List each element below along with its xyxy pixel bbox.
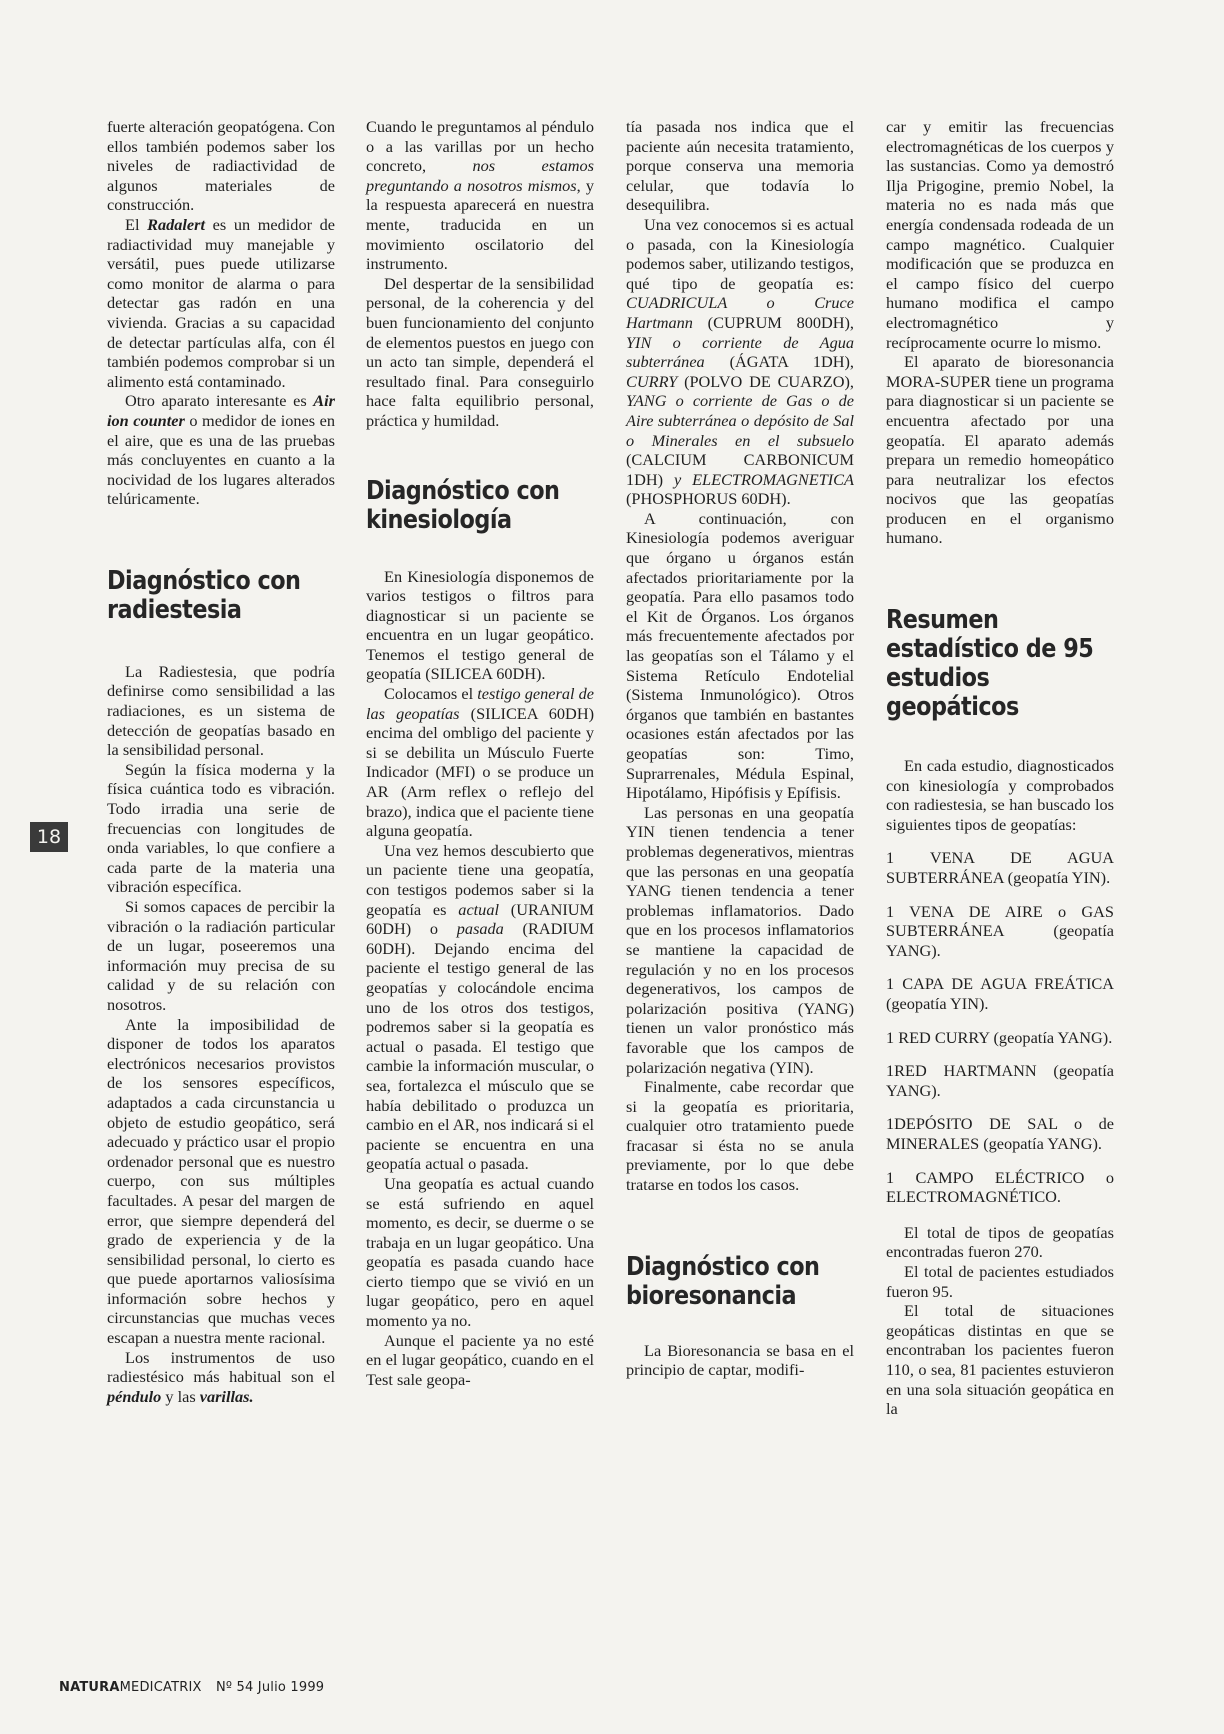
paragraph: Los instrumentos de uso radiestésico más habitual son el péndulo y las varillas. xyxy=(107,1347,335,1406)
list-item: 1 VENA DE AIRE o GAS SUBTERRÁNEA (geopatía YANG). xyxy=(886,901,1114,960)
section-heading-bioresonancia: Diagnóstico con bioresonancia xyxy=(626,1251,820,1311)
footer-issue: Nº 54 Julio 1999 xyxy=(215,1680,325,1695)
column-2 xyxy=(366,117,594,1389)
column-3 xyxy=(626,117,854,1380)
section-heading-kinesiologia: Diagnóstico con kinesiología xyxy=(366,475,560,535)
paragraph: El aparato de bioresonancia MORA-SUPER tiene un programa para diagnosticar si un paciente se encuentra afectado por una geopatía. El aparato además prepara un remedio homeopático para neutralizar los efectos nocivos que las geopatías producen en el organismo humano. xyxy=(886,352,1114,548)
paragraph: Finalmente, cabe recordar que si la geopatía es prioritaria, cualquier otro tratamiento puede fracasar si ésta no se anula previamente, por lo que debe tratarse en todos los casos. xyxy=(626,1077,854,1195)
footer-brand: NATURA xyxy=(59,1680,120,1695)
section-heading-resumen: Resumen estadístico de 95 estudios geopáticos xyxy=(886,605,1094,723)
paragraph: Según la física moderna y la física cuántica todo es vibración. Todo irradia una serie de frecuencias con longitudes de onda variables, lo que confiere a cada parte de la materia una vibración específica. xyxy=(107,759,335,897)
paragraph: El total de situaciones geopáticas distintas en que se encontraban los pacientes fueron 110, o sea, 81 pacientes estuvieron en una sola situación geopática en la xyxy=(886,1301,1114,1419)
paragraph: Ante la imposibilidad de disponer de todos los aparatos electrónicos necesarios provistos de los sensores específicos, adaptados a cada circunstancia u objeto de estudio geopático, será adecuado y práctico usar el propio ordenador personal que es nuestro cuerpo, con sus múltiples facultades. A pesar del margen de error, que siempre dependerá del grado de experiencia y de la sensibilidad personal, lo cierto es que puede aportarnos valiosísima información sobre hechos y circunstancias que muchas veces escapan a nuestra mente racional. xyxy=(107,1014,335,1348)
footer-brand-suffix: MEDICATRIX xyxy=(119,1680,202,1695)
paragraph: La Bioresonancia se basa en el principio de captar, modifi- xyxy=(626,1340,854,1380)
paragraph: Una vez conocemos si es actual o pasada, con la Kinesiología podemos saber, utilizando testigos, qué tipo de geopatía es: CUADRICULA o Cruce Hartmann (CUPRUM 800DH), YIN o corriente de Agua subterránea (ÁGATA 1DH), CURRY (POLVO DE CUARZO), YANG o corriente de Gas o de Aire subterránea o depósito de Sal o Minerales en el subsuelo (CALCIUM CARBONICUM 1DH) y ELECTROMAGNETICA (PHOSPHORUS 60DH). xyxy=(626,214,854,509)
paragraph: La Radiestesia, que podría definirse como sensibilidad a las radiaciones, es un sistema de detección de geopatías basado en la sensibilidad personal. xyxy=(107,661,335,760)
list-item: 1 CAMPO ELÉCTRICO o ELECTROMAGNÉTICO. xyxy=(886,1167,1114,1207)
paragraph: car y emitir las frecuencias electromagnéticas de los cuerpos y las sustancias. Como ya demostró Ilja Prigogine, premio Nobel, la materia no es nada más que energía condensada rodeada de un campo magnético. Cualquier modificación que se produzca en el campo físico del cuerpo humano modifica el campo electromagnético y recíprocamente ocurre lo mismo. xyxy=(886,117,1114,352)
list-item: 1 CAPA DE AGUA FREÁTICA (geopatía YIN). xyxy=(886,974,1114,1013)
paragraph: A continuación, con Kinesiología podemos averiguar que órgano u órganos están afectados prioritariamente por la geopatía. Para ello pasamos todo el Kit de Órganos. Los órganos más frecuentemente afectados por las geopatías son el Tálamo y el Sistema Retículo Endotelial (Sistema Inmunológico). Otros órganos que también en bastantes ocasiones están afectados por las geopatías son: Timo, Suprarrenales, Médula Espinal, Hipotálamo, Hipófisis y Epífisis. xyxy=(626,508,854,803)
paragraph: Las personas en una geopatía YIN tienen tendencia a tener problemas degenerativos, mientras que las personas en una geopatía YANG tienen tendencia a tener problemas inflamatorios. Dado que en los procesos inflamatorios se mantiene la capacidad de regulación y no en los procesos degenerativos, los campos de polarización positiva (YANG) tienen un valor pronóstico más favorable que los campos de polarización negativa (YIN). xyxy=(626,802,854,1077)
paragraph: Del despertar de la sensibilidad personal, de la coherencia y del buen funcionamiento del conjunto de elementos puestos en juego con un acto tan simple, dependerá el resultado final. Para conseguirlo hace falta equilibrio personal, práctica y humildad. xyxy=(366,273,594,430)
paragraph: Si somos capaces de percibir la vibración o la radiación particular de un lugar, poseeremos una información muy precisa de su calidad y de su relación con nosotros. xyxy=(107,897,335,1014)
paragraph: Colocamos el testigo general de las geopatías (SILICEA 60DH) encima del ombligo del paciente y si se debilita un Músculo Fuerte Indicador (MFI) o se produce un AR (Arm reflex o reflejo del brazo), indica que el paciente tiene alguna geopatía. xyxy=(366,684,594,841)
section-heading-radiestesia: Diagnóstico con radiestesia xyxy=(107,565,301,625)
column-1 xyxy=(107,117,335,1406)
paragraph: Una geopatía es actual cuando se está sufriendo en aquel momento, es decir, se duerme o se trabaja en un lugar geopático. Una geopatía es pasada cuando hace cierto tiempo que se vivió en un lugar geopático, pero en aquel momento ya no. xyxy=(366,1173,594,1331)
list-item: 1 VENA DE AGUA SUBTERRÁNEA (geopatía YIN). xyxy=(886,848,1114,888)
list-item: 1 RED CURRY (geopatía YANG). xyxy=(886,1027,1113,1047)
paragraph: En cada estudio, diagnosticados con kinesiología y comprobados con radiestesia, se han buscado los siguientes tipos de geopatías: xyxy=(886,756,1114,834)
paragraph: Aunque el paciente ya no esté en el lugar geopático, cuando en el Test sale geopa- xyxy=(366,1330,594,1389)
list-item: 1RED HARTMANN (geopatía YANG). xyxy=(886,1061,1114,1100)
column-4 xyxy=(886,117,1114,1419)
paragraph: Cuando le preguntamos al péndulo o a las varillas por un hecho concreto, nos estamos preguntando a nosotros mismos, y la respuesta aparecerá en nuestra mente, traducida en un movimiento oscilatorio del instrumento. xyxy=(366,117,594,274)
paragraph: El Radalert es un medidor de radiactividad muy manejable y versátil, pues puede utilizarse como monitor de alarma o para detectar gas radón en una vivienda. Gracias a su capacidad de detectar partículas alfa, con él también podemos comprobar si un alimento está contaminado. xyxy=(107,214,336,391)
list-item: 1DEPÓSITO DE SAL o de MINERALES (geopatía YANG). xyxy=(886,1114,1114,1153)
paragraph: tía pasada nos indica que el paciente aún necesita tratamiento, porque conserva una memoria celular, que todavía lo desequilibra. xyxy=(626,117,854,215)
paragraph: En Kinesiología disponemos de varios testigos o filtros para diagnosticar si un paciente se encuentra en un lugar geopático. Tenemos el testigo general de geopatía (SILICEA 60DH). xyxy=(366,566,594,684)
paragraph: fuerte alteración geopatógena. Con ellos también podemos saber los niveles de radiactividad de algunos materiales de construcción. xyxy=(107,117,335,215)
footer xyxy=(59,1680,324,1695)
page-number: 18 xyxy=(30,822,68,852)
paragraph: Otro aparato interesante es Air ion counter o medidor de iones en el aire, que es una de las pruebas más concluyentes en cuanto a la nocividad de los lugares alterados telúricamente. xyxy=(107,391,335,509)
paragraph: El total de tipos de geopatías encontradas fueron 270. xyxy=(886,1222,1114,1262)
paragraph: Una vez hemos descubierto que un paciente tiene una geopatía, con testigos podemos saber si la geopatía es actual (URANIUM 60DH) o pasada (RADIUM 60DH). Dejando encima del paciente el testigo general de las geopatías y colocándole encima uno de los otros dos testigos, podremos saber si la geopatía es actual o pasada. El testigo que cambie la información muscular, o sea, fortalezca el músculo que se había debilitado o produzca un cambio en el AR, nos indicará si el paciente se encuentra en una geopatía actual o pasada. xyxy=(366,840,594,1174)
paragraph: El total de pacientes estudiados fueron 95. xyxy=(886,1261,1114,1301)
